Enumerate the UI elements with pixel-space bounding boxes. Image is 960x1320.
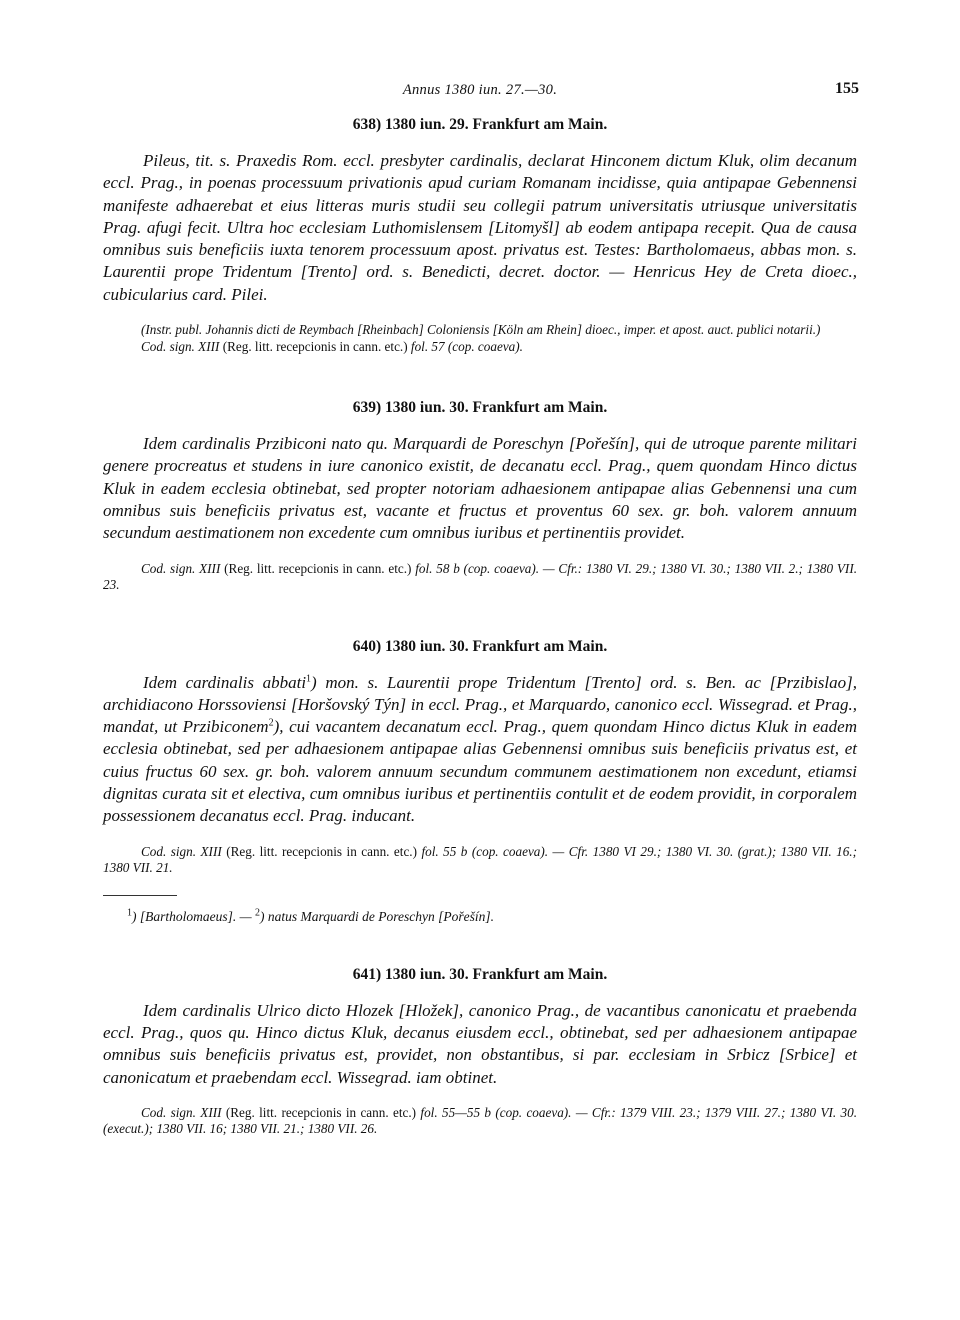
register-title: (Reg. litt. recepcionis in cann. etc.): [224, 560, 412, 576]
register-title: (Reg. litt. recepcionis in cann. etc.): [222, 338, 408, 354]
footnote-ref[interactable]: 2: [268, 717, 274, 729]
entry-heading: 640) 1380 iun. 30. Frankfurt am Main.: [352, 637, 608, 655]
page-number: 155: [835, 80, 859, 97]
entry-640: [103, 638, 857, 926]
footnote-divider: [103, 895, 177, 896]
folio-reference: fol. 55 b (cop. coaeva). — Cfr. 1380 VI 29.; 1380 VI. 30. (grat.); 1380 VII. 16.; 1380 VII. 21.: [103, 843, 857, 876]
source-line: [103, 1105, 857, 1138]
footnote-ref[interactable]: 1: [306, 672, 312, 684]
entry-639: [103, 399, 857, 593]
codex-sign: Cod. sign. XIII: [141, 338, 220, 354]
footnote-text: ) [Bartholomaeus]. —: [132, 908, 256, 924]
footnote-mark: 1: [127, 907, 132, 919]
register-title: (Reg. litt. recepcionis in cann. etc.): [225, 1104, 417, 1120]
entry-text: Pileus, tit. s. Praxedis Rom. eccl. presbyter cardinalis, declarat Hinconem dictum Kluk, olim decanum eccl. Prag., in poenas processuum privationis apud curiam Romanam incidisse, quia antipapae Gebennensi manifeste adhaerebat et eius litteras muris studii seu collegii patrum universitatis utriusque universitatis Prag. afugi fecit. Ultra hoc ecclesiam Luthomislensem [Litomyšl] ab eodem antipapa recepit. Qua de causa omnibus suis beneficiis iuxta tenorem processuum apost. privatus est. Testes: Bartholomaeus, abbas mon. s. Laurentii prope Tridentum [Trento] ord. s. Benedicti, decret. doctor. — Henricus Hey de Creta dioec., cubicularius card. Pilei.: [103, 151, 857, 304]
entry-641: [103, 966, 857, 1138]
footnotes: [127, 908, 857, 926]
running-title: Annus 1380 iun. 27.—30.: [402, 82, 558, 98]
register-title: (Reg. litt. recepcionis in cann. etc.): [226, 843, 417, 859]
entry-text: [103, 672, 857, 828]
entry-heading: 639) 1380 iun. 30. Frankfurt am Main.: [352, 399, 608, 417]
source-citation: [103, 1105, 857, 1138]
source-note: (Instr. publ. Johannis dicti de Reymbach [Rheinbach] Coloniensis [Köln am Rhein] dioec., imper. et apost. auct. publici notarii.): [141, 322, 821, 338]
entry-heading: 641) 1380 iun. 30. Frankfurt am Main.: [352, 965, 608, 983]
entry-text-part: ), cui vacantem decanatum eccl. Prag., quem quondam Hinco dictus Kluk in eadem ecclesia obtinebat, sed per adhaesionem antipapae alias Gebennensi omnibus suis beneficiis privatus est, et cuius fructus 60 sex. gr. boh. valorem annuum secundum communem aestimationem non excedunt, etiamsi dignitas curata sit et electiva, cum omnibus iuribus et pertinentiis contulit et de eodem providit, in corporalem possessionem decanatus eccl. Prag. inducant.: [103, 717, 858, 826]
source-line: [103, 844, 857, 877]
codex-sign: Cod. sign. XIII: [141, 1104, 222, 1120]
entry-text-part: ) mon. s. Laurentii prope Tridentum [Trento] ord. s. Ben. ac [Przibislao], archidiacono Horssoviensi [Horšovský Týn] in eccl. Prag., et Marquardo, canonico eccl. Wissegrad. et Prag., mandat, ut Przibiconem: [103, 672, 857, 737]
source-citation: [103, 561, 857, 594]
folio-reference: fol. 57 (cop. coaeva).: [410, 338, 523, 354]
footnote-text: ) natus Marquardi de Poreschyn [Pořešín].: [260, 908, 494, 924]
source-citation: [103, 844, 857, 877]
running-head: [103, 76, 857, 106]
entry-text: Idem cardinalis Przibiconi nato qu. Marquardi de Poreschyn [Pořešín], qui de utroque parente militari genere procreatus et studens in iure canonico existit, de decanatu eccl. Prag., quem quondam Hinco dictus Kluk in eadem ecclesia obtinebat, sed propter notoriam adhaesionem antipapae alias Gebennensi una cum omnibus suis beneficiis privatus est, vacante et fructus et proventus 60 sex. gr. boh. valorem annuum secundum aestimationem non excedente cum omnibus iuribus et pertinentiis providet.: [103, 434, 857, 543]
entry-heading: 638) 1380 iun. 29. Frankfurt am Main.: [352, 116, 608, 133]
document-page: [103, 76, 857, 1138]
source-citation: [103, 322, 857, 355]
folio-reference: fol. 58 b (cop. coaeva). — Cfr.: 1380 VI. 29.; 1380 VI. 30.; 1380 VII. 2.; 1380 VII. 23.: [103, 560, 858, 593]
codex-sign: Cod. sign. XIII: [141, 560, 221, 576]
footnote-mark: 2: [255, 907, 261, 919]
folio-reference: fol. 55—55 b (cop. coaeva). — Cfr.: 1379 VIII. 23.; 1379 VIII. 27.; 1380 VI. 30. (execut.); 1380 VII. 16; 1380 VII. 21.; 1380 VII. 26.: [103, 1104, 858, 1137]
source-line: [103, 561, 857, 594]
entry-638: [103, 116, 857, 355]
codex-sign: Cod. sign. XIII: [141, 843, 222, 859]
entry-text: Idem cardinalis Ulrico dicto Hlozek [Hložek], canonico Prag., de vacantibus canonicatu et praebenda eccl. Prag., quos qu. Hinco dictus Kluk, decanus eiusdem eccl., obtinebat, sed per adhaesionem antipapae omnibus suis beneficiis privatus est, providet, non obstantibus, si par. ecclesiam in Srbicz [Srbice] et canonicatum et praebendam eccl. Wissegrad. iam obtinet.: [103, 1000, 857, 1087]
entry-text-part: Idem cardinalis abbati: [143, 672, 307, 692]
source-line: [103, 339, 857, 356]
